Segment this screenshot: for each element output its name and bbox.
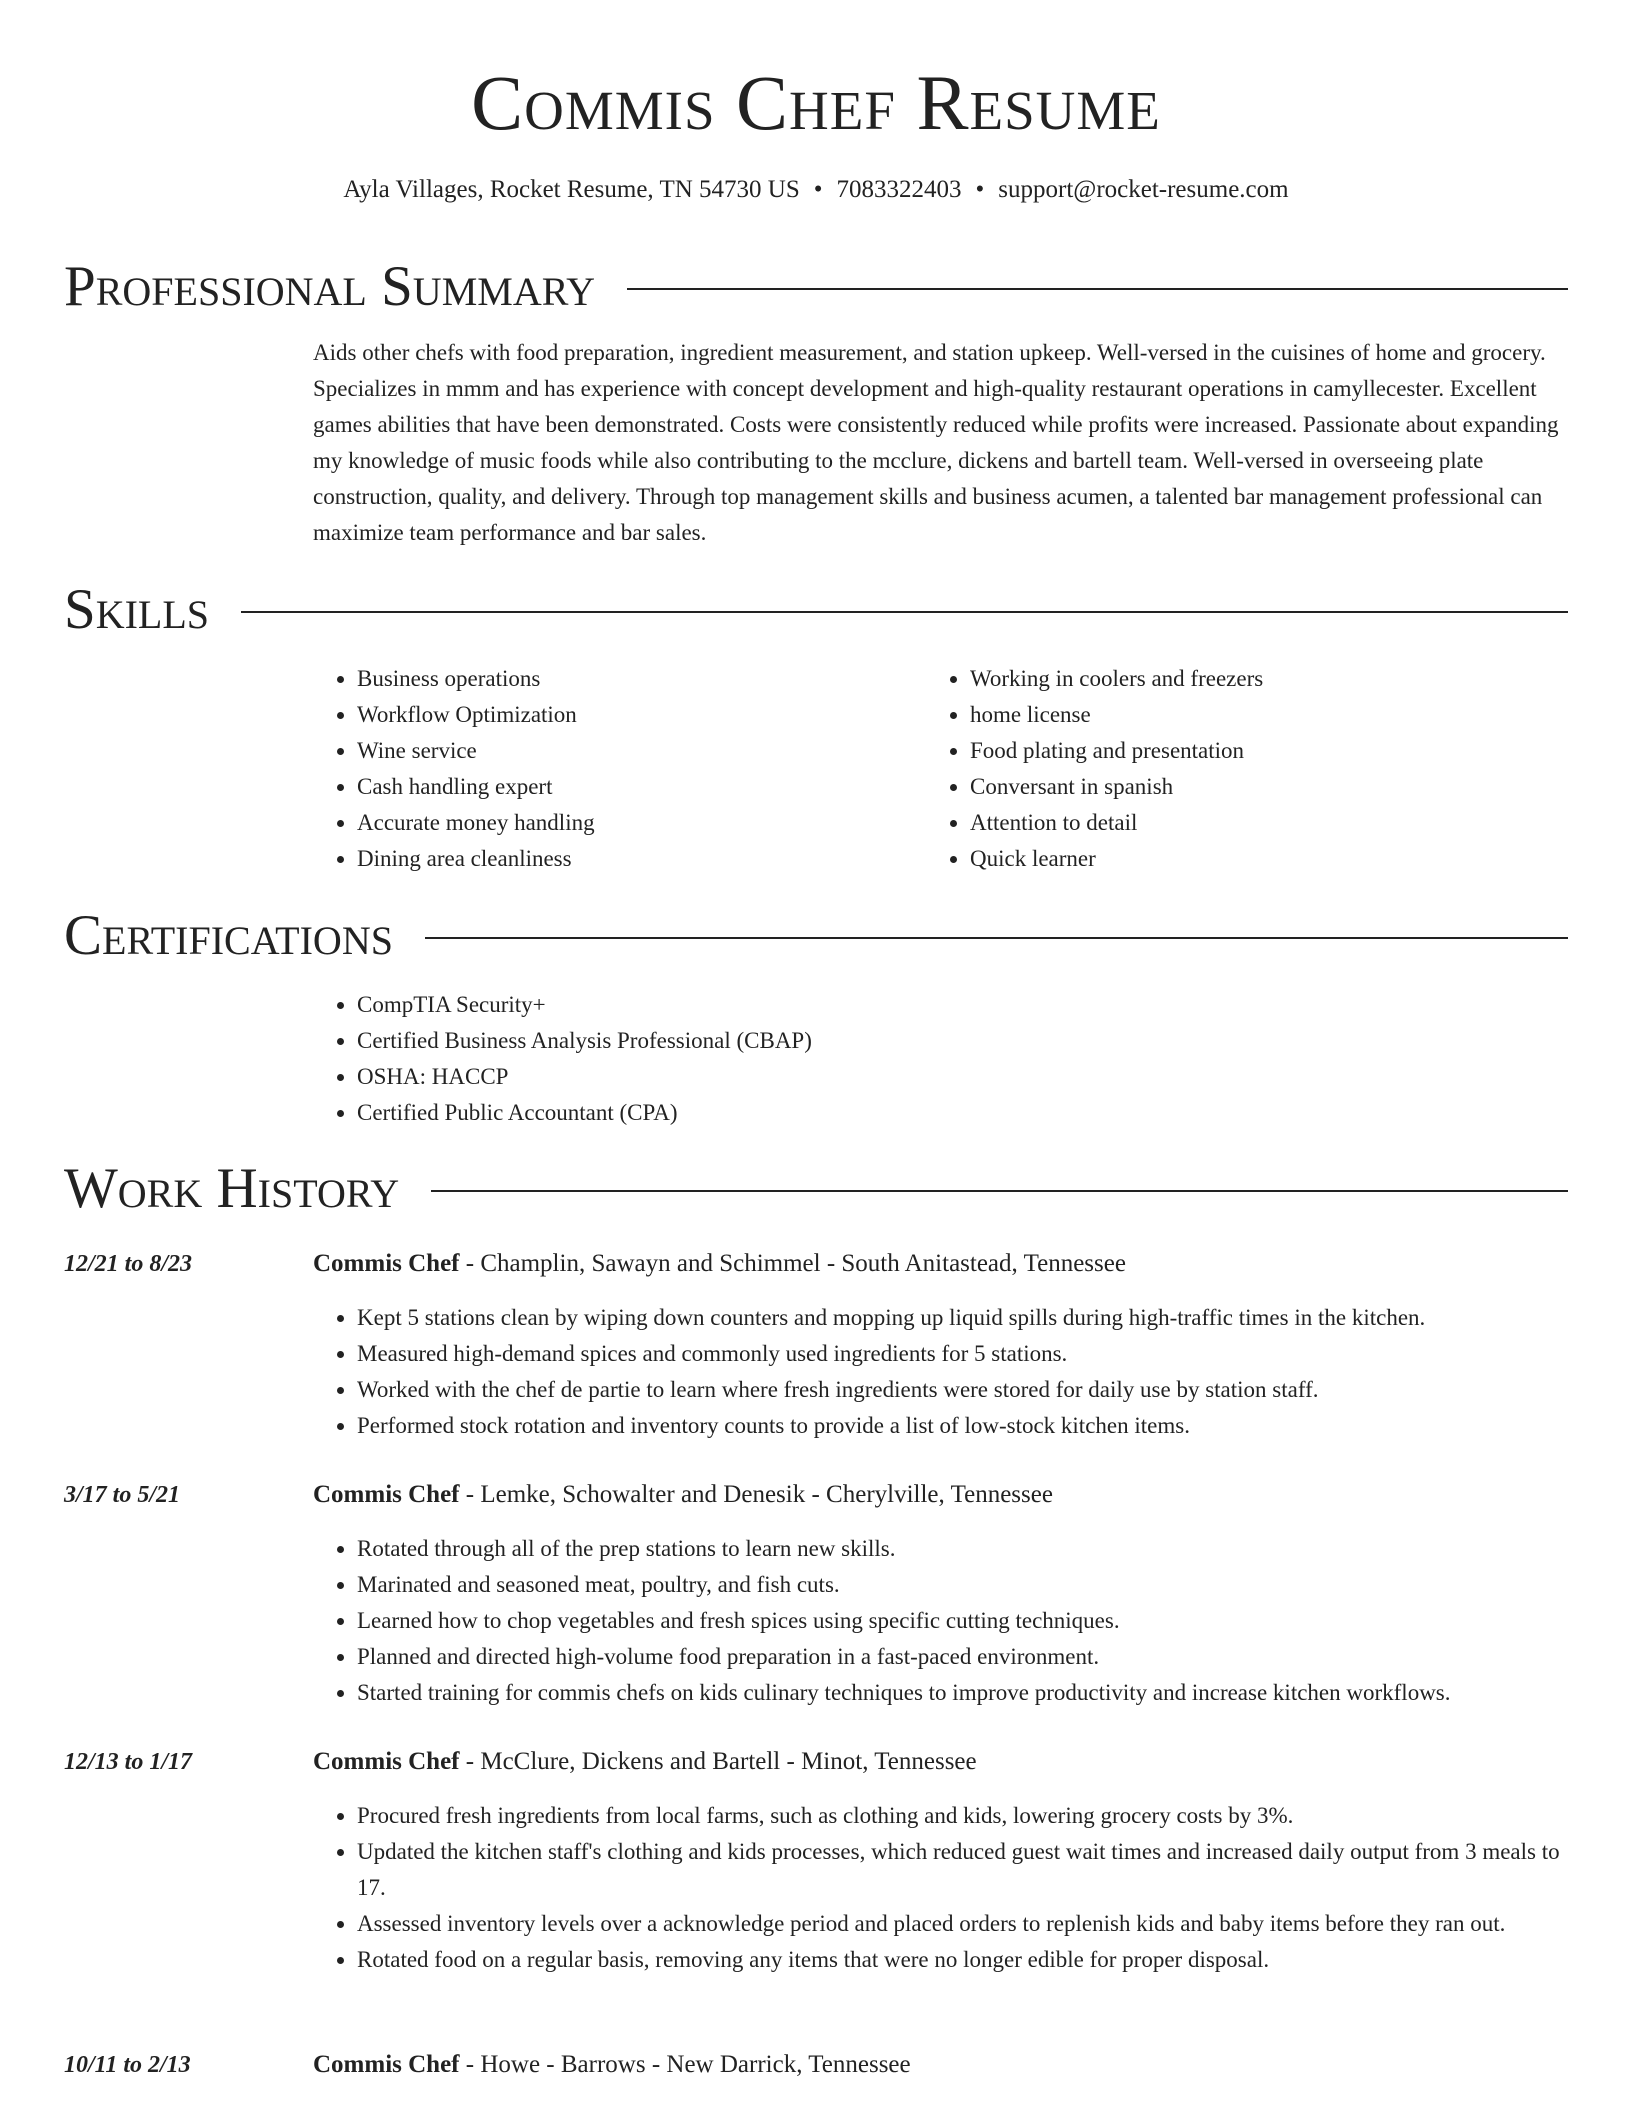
skills-list-right xyxy=(926,661,1263,877)
skill-item: • Attention to detail xyxy=(970,805,1263,841)
skills-section-title: Skills xyxy=(64,578,210,641)
skill-item: • Workflow Optimization xyxy=(357,697,595,733)
job-bullet: • Rotated food on a regular basis, removing any items that were no longer edible for proper disposal. xyxy=(357,1942,1568,1978)
job-bullet: • Started training for commis chefs on kids culinary techniques to improve productivity and increase kitchen workflows. xyxy=(357,1675,1568,1711)
section-divider xyxy=(241,611,1568,613)
skills-section-header xyxy=(64,578,1568,642)
job-bullet: • Worked with the chef de partie to learn where fresh ingredients were stored for daily use by station staff. xyxy=(357,1372,1568,1408)
resume-title: Commis Chef Resume xyxy=(471,59,1161,146)
summary-section-header xyxy=(64,255,1568,319)
certification-item: • Certified Business Analysis Professional (CBAP) xyxy=(357,1023,812,1059)
work-history-section-title: Work History xyxy=(64,1157,400,1220)
job-bullet: • Planned and directed high-volume food preparation in a fast-paced environment. xyxy=(357,1639,1568,1675)
skill-item: • Business operations xyxy=(357,661,595,697)
job-dates: 12/21 to 8/23 xyxy=(64,1251,193,1277)
section-divider xyxy=(425,937,1568,939)
certifications-section-header xyxy=(64,904,1568,968)
job-heading xyxy=(313,1744,977,1780)
job-title: Commis Chef xyxy=(313,2051,460,2078)
job-employer-location: - Lemke, Schowalter and Denesik - Cherylville, Tennessee xyxy=(459,1481,1053,1508)
contact-separator: • xyxy=(975,176,985,203)
job-employer-location: - McClure, Dickens and Bartell - Minot, Tennessee xyxy=(459,1748,977,1775)
skill-item: • Accurate money handling xyxy=(357,805,595,841)
certification-item: • CompTIA Security+ xyxy=(357,987,812,1023)
job-bullets xyxy=(313,1300,1568,1444)
job-bullet: • Kept 5 stations clean by wiping down counters and mopping up liquid spills during high-traffic times in the kitchen. xyxy=(357,1300,1568,1336)
job-heading xyxy=(313,2047,911,2083)
job-dates: 3/17 to 5/21 xyxy=(64,1482,181,1508)
contact-separator: • xyxy=(813,176,823,203)
contact-address: Ayla Villages, Rocket Resume, TN 54730 US xyxy=(343,176,800,203)
job-bullet: • Procured fresh ingredients from local farms, such as clothing and kids, lowering grocery costs by 3%. xyxy=(357,1798,1568,1834)
summary-section-title: Professional Summary xyxy=(64,255,596,318)
skills-list-left xyxy=(313,661,595,877)
job-title: Commis Chef xyxy=(313,1748,460,1775)
certification-item: • Certified Public Accountant (CPA) xyxy=(357,1095,812,1131)
certifications-list xyxy=(313,987,812,1131)
section-divider xyxy=(627,288,1568,290)
job-title: Commis Chef xyxy=(313,1481,460,1508)
skill-item: • Dining area cleanliness xyxy=(357,841,595,877)
contact-line xyxy=(0,172,1632,208)
job-bullet: • Performed stock rotation and inventory counts to provide a list of low-stock kitchen items. xyxy=(357,1408,1568,1444)
job-dates: 12/13 to 1/17 xyxy=(64,1749,193,1775)
job-heading xyxy=(313,1477,1053,1513)
job-bullet: • Rotated through all of the prep stations to learn new skills. xyxy=(357,1531,1568,1567)
contact-phone: 7083322403 xyxy=(836,176,962,203)
job-heading xyxy=(313,1246,1126,1282)
skill-item: • Cash handling expert xyxy=(357,769,595,805)
skill-item: • Working in coolers and freezers xyxy=(970,661,1263,697)
skill-item: • Wine service xyxy=(357,733,595,769)
summary-text: Aids other chefs with food preparation, ingredient measurement, and station upkeep. Well-versed in the cuisines of home and grocery. Specializes in mmm and has experience with concept development and high-quality restaurant operations in camyllecester. Excellent games abilities that have been demonstrated. Costs were consistently reduced while profits were increased. Passionate about expanding my knowledge of music foods while also contributing to the mcclure, dickens and bartell team. Well-versed in overseeing plate construction, quality, and delivery. Through top management skills and business acumen, a talented bar management professional can maximize team performance and bar sales. xyxy=(313,340,1559,545)
certifications-section-title: Certifications xyxy=(64,904,393,967)
certification-item: • OSHA: HACCP xyxy=(357,1059,812,1095)
skill-item: • Quick learner xyxy=(970,841,1263,877)
job-title: Commis Chef xyxy=(313,1250,460,1277)
job-bullet: • Marinated and seasoned meat, poultry, and fish cuts. xyxy=(357,1567,1568,1603)
job-bullet: • Updated the kitchen staff's clothing and kids processes, which reduced guest wait times and increased daily output from 3 meals to 17. xyxy=(357,1834,1568,1906)
job-bullet: • Learned how to chop vegetables and fresh spices using specific cutting techniques. xyxy=(357,1603,1568,1639)
job-dates: 10/11 to 2/13 xyxy=(64,2052,191,2078)
job-bullet: • Measured high-demand spices and commonly used ingredients for 5 stations. xyxy=(357,1336,1568,1372)
work-history-section-header xyxy=(64,1157,1568,1221)
skill-item: • Conversant in spanish xyxy=(970,769,1263,805)
job-bullets xyxy=(313,1531,1568,1711)
skill-item: • home license xyxy=(970,697,1263,733)
section-divider xyxy=(431,1190,1568,1192)
job-bullets xyxy=(313,1798,1568,1978)
job-employer-location: - Champlin, Sawayn and Schimmel - South Anitastead, Tennessee xyxy=(459,1250,1126,1277)
job-employer-location: - Howe - Barrows - New Darrick, Tennessee xyxy=(459,2051,911,2078)
job-bullet: • Assessed inventory levels over a acknowledge period and placed orders to replenish kids and baby items before they ran out. xyxy=(357,1906,1568,1942)
contact-email: support@rocket-resume.com xyxy=(998,176,1289,203)
skill-item: • Food plating and presentation xyxy=(970,733,1263,769)
